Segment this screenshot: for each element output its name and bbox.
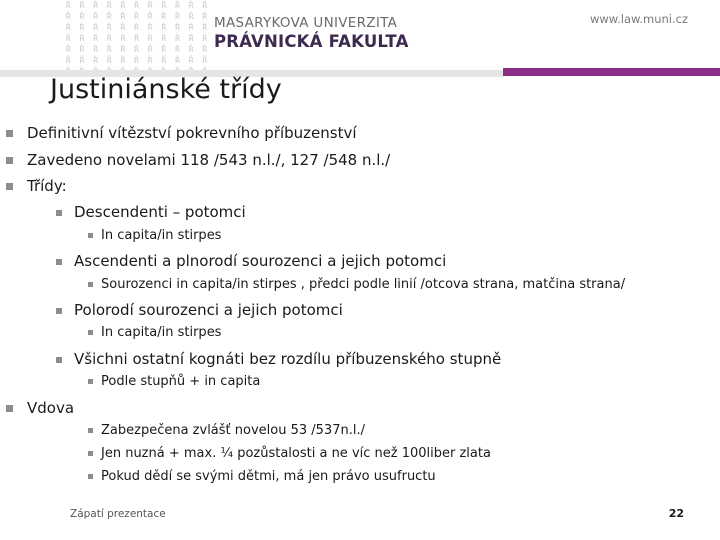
bullet-square-icon	[88, 233, 93, 238]
faculty-name: PRÁVNICKÁ FAKULTA	[214, 32, 409, 51]
bullet-text: Ascendenti a plnorodí sourozenci a jejich potomci	[74, 252, 447, 270]
bullet-item	[6, 177, 67, 195]
bullet-square-icon	[6, 157, 13, 164]
page-number: 22	[668, 507, 684, 520]
bullet-item	[56, 252, 446, 270]
bullet-text: Vdova	[27, 399, 75, 417]
bullet-square-icon	[88, 330, 93, 335]
bullet-item	[6, 124, 357, 142]
university-name: MASARYKOVA UNIVERZITA	[214, 15, 398, 31]
bullet-text: Polorodí sourozenci a jejich potomci	[74, 301, 343, 319]
bullet-square-icon	[88, 474, 93, 479]
bullet-item	[88, 277, 625, 292]
bullet-item	[88, 469, 436, 484]
bullet-text: In capita/in stirpes	[101, 325, 222, 340]
bullet-text: Třídy:	[27, 177, 67, 195]
university-logo-pattern: Ř Ř Ř Ř Ř Ř Ř Ř Ř Ř Ř Ř Ř Ř Ř Ř Ř Ř Ř Ř Ř Ř Ř Ř Ř Ř Ř Ř Ř Ř Ř Ř Ř Ř Ř Ř Ř Ř Ř Ř Ř Ř Ř Ř Ř Ř Ř Ř Ř Ř Ř Ř Ř Ř Ř Ř Ř Ř Ř Ř Ř Ř Ř Ř Ř Ř	[66, 1, 210, 65]
bullet-text: Jen nuzná + max. ¼ pozůstalosti a ne víc než 100liber zlata	[101, 446, 491, 461]
bullet-item	[6, 399, 74, 417]
bullet-item	[56, 301, 343, 319]
bullet-square-icon	[88, 451, 93, 456]
bullet-item	[88, 446, 491, 461]
bullet-square-icon	[56, 308, 62, 314]
bullet-text: Všichni ostatní kognáti bez rozdílu příbuzenského stupně	[74, 350, 502, 368]
bullet-item	[88, 374, 260, 389]
bullet-text: Descendenti – potomci	[74, 203, 246, 221]
bullet-square-icon	[56, 259, 62, 265]
bullet-square-icon	[6, 405, 13, 412]
bullet-text: Pokud dědí se svými dětmi, má jen právo usufructu	[101, 469, 436, 484]
bullet-item	[88, 228, 221, 243]
bullet-item	[88, 423, 365, 438]
bullet-item	[56, 203, 246, 221]
bullet-square-icon	[88, 282, 93, 287]
bullet-text: Zavedeno novelami 118 /543 n.l./, 127 /548 n.l./	[27, 151, 391, 169]
website-url: www.law.muni.cz	[589, 12, 688, 26]
bullet-text: In capita/in stirpes	[101, 228, 222, 243]
bullet-square-icon	[56, 357, 62, 363]
bullet-item	[6, 151, 390, 169]
bullet-text: Zabezpečena zvlášť novelou 53 /537n.l./	[101, 423, 365, 438]
bullet-item	[56, 350, 501, 368]
bullet-text: Definitivní vítězství pokrevního příbuzenství	[27, 124, 357, 142]
bullet-text: Sourozenci in capita/in stirpes , předci podle linií /otcova strana, matčina strana/	[101, 277, 626, 292]
bullet-square-icon	[6, 183, 13, 190]
bullet-text: Podle stupňů + in capita	[101, 374, 261, 389]
bullet-square-icon	[88, 379, 93, 384]
slide-title: Justiniánské třídy	[50, 74, 282, 105]
bullet-square-icon	[6, 130, 13, 137]
bullet-square-icon	[88, 428, 93, 433]
footer-text: Zápatí prezentace	[70, 508, 166, 520]
bullet-square-icon	[56, 210, 62, 216]
bullet-item	[88, 325, 221, 340]
